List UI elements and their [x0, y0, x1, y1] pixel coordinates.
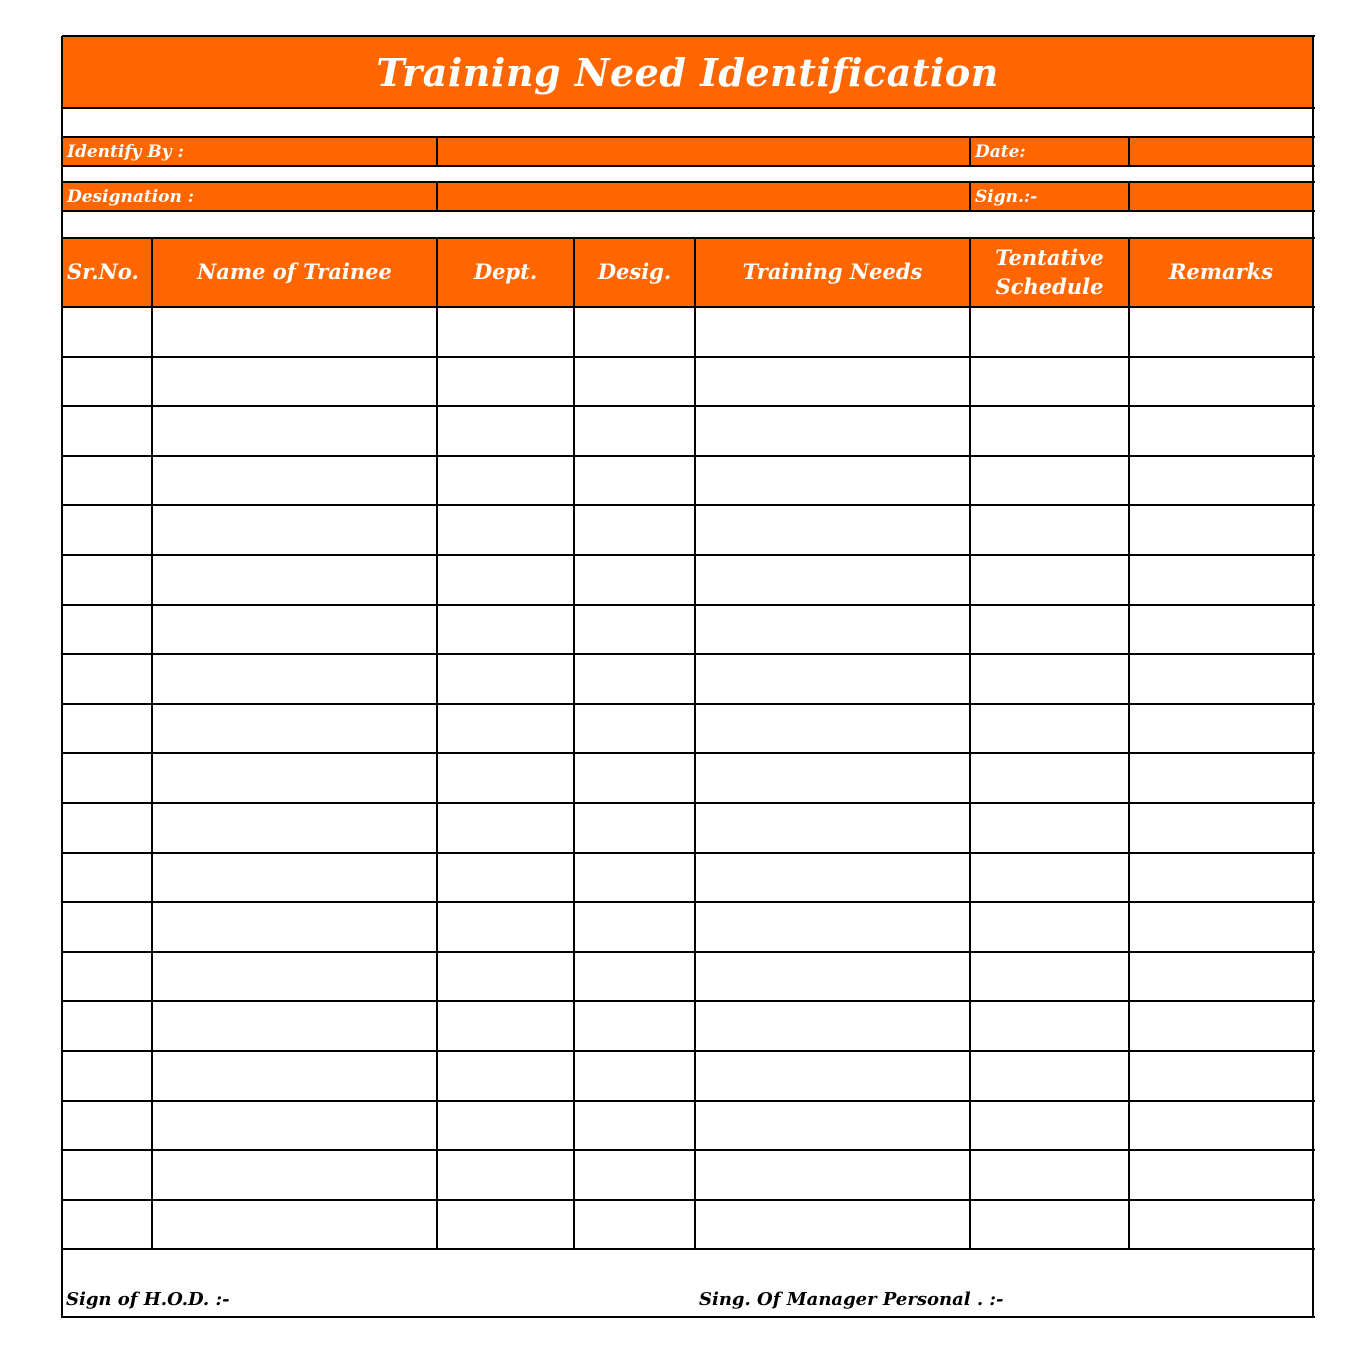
- cell-tentative-schedule[interactable]: [970, 902, 1129, 952]
- cell-remarks[interactable]: [1129, 357, 1313, 407]
- cell-remarks[interactable]: [1129, 654, 1313, 704]
- cell-remarks[interactable]: [1129, 1101, 1313, 1151]
- cell-remarks[interactable]: [1129, 704, 1313, 754]
- cell-dept[interactable]: [437, 1200, 574, 1250]
- cell-training-needs[interactable]: [695, 1001, 970, 1051]
- cell-tentative-schedule[interactable]: [970, 555, 1129, 605]
- cell-tentative-schedule[interactable]: [970, 1001, 1129, 1051]
- cell-remarks[interactable]: [1129, 456, 1313, 506]
- cell-desig[interactable]: [574, 1101, 695, 1151]
- cell-training-needs[interactable]: [695, 1101, 970, 1151]
- grid-vline: [1128, 182, 1130, 212]
- cell-sr-no[interactable]: [62, 1051, 152, 1101]
- cell-name-of-trainee[interactable]: [152, 952, 437, 1002]
- cell-remarks[interactable]: [1129, 803, 1313, 853]
- cell-sr-no[interactable]: [62, 456, 152, 506]
- cell-training-needs[interactable]: [695, 902, 970, 952]
- sign-field[interactable]: [1129, 182, 1313, 211]
- cell-remarks[interactable]: [1129, 505, 1313, 555]
- cell-tentative-schedule[interactable]: [970, 357, 1129, 407]
- sign-label-cell: [970, 182, 1129, 211]
- grid-vline: [969, 137, 971, 167]
- identify-by-label-cell: [62, 137, 437, 166]
- cell-name-of-trainee[interactable]: [152, 1101, 437, 1151]
- cell-desig[interactable]: [574, 803, 695, 853]
- identify-by-label: Identify By :: [67, 141, 184, 162]
- designation-label-cell: [62, 182, 437, 211]
- cell-training-needs[interactable]: [695, 605, 970, 655]
- cell-name-of-trainee[interactable]: [152, 406, 437, 456]
- cell-training-needs[interactable]: [695, 1200, 970, 1250]
- cell-remarks[interactable]: [1129, 902, 1313, 952]
- grid-vline: [573, 238, 575, 1250]
- cell-desig[interactable]: [574, 902, 695, 952]
- grid-vline: [1128, 137, 1130, 167]
- cell-sr-no[interactable]: [62, 902, 152, 952]
- cell-sr-no[interactable]: [62, 753, 152, 803]
- grid-vline: [1128, 238, 1130, 1250]
- cell-name-of-trainee[interactable]: [152, 853, 437, 903]
- cell-tentative-schedule[interactable]: [970, 654, 1129, 704]
- column-header-tentative-schedule: Tentative Schedule: [995, 245, 1104, 299]
- cell-training-needs[interactable]: [695, 803, 970, 853]
- form-title-banner: [62, 36, 1313, 108]
- cell-tentative-schedule[interactable]: [970, 952, 1129, 1002]
- cell-remarks[interactable]: [1129, 753, 1313, 803]
- grid-hline: [62, 107, 1315, 109]
- cell-training-needs[interactable]: [695, 307, 970, 357]
- cell-name-of-trainee[interactable]: [152, 1150, 437, 1200]
- cell-sr-no[interactable]: [62, 357, 152, 407]
- cell-desig[interactable]: [574, 853, 695, 903]
- cell-training-needs[interactable]: [695, 753, 970, 803]
- cell-sr-no[interactable]: [62, 555, 152, 605]
- cell-remarks[interactable]: [1129, 952, 1313, 1002]
- cell-remarks[interactable]: [1129, 307, 1313, 357]
- grid-vline: [436, 182, 438, 212]
- cell-dept[interactable]: [437, 555, 574, 605]
- cell-name-of-trainee[interactable]: [152, 456, 437, 506]
- cell-tentative-schedule[interactable]: [970, 1051, 1129, 1101]
- cell-desig[interactable]: [574, 1001, 695, 1051]
- cell-desig[interactable]: [574, 753, 695, 803]
- cell-name-of-trainee[interactable]: [152, 357, 437, 407]
- sign-label: Sign.:-: [975, 186, 1038, 207]
- cell-name-of-trainee[interactable]: [152, 555, 437, 605]
- cell-name-of-trainee[interactable]: [152, 704, 437, 754]
- cell-dept[interactable]: [437, 357, 574, 407]
- cell-sr-no[interactable]: [62, 1150, 152, 1200]
- cell-remarks[interactable]: [1129, 1150, 1313, 1200]
- cell-dept[interactable]: [437, 654, 574, 704]
- cell-sr-no[interactable]: [62, 853, 152, 903]
- column-header-sr-no: Sr.No.: [67, 259, 139, 285]
- cell-tentative-schedule[interactable]: [970, 505, 1129, 555]
- date-label: Date:: [975, 141, 1026, 162]
- date-field[interactable]: [1129, 137, 1313, 166]
- cell-sr-no[interactable]: [62, 654, 152, 704]
- cell-dept[interactable]: [437, 1150, 574, 1200]
- cell-tentative-schedule[interactable]: [970, 704, 1129, 754]
- cell-training-needs[interactable]: [695, 555, 970, 605]
- outer-right-border: [1312, 36, 1314, 1318]
- cell-desig[interactable]: [574, 505, 695, 555]
- cell-desig[interactable]: [574, 1150, 695, 1200]
- cell-tentative-schedule[interactable]: [970, 307, 1129, 357]
- cell-dept[interactable]: [437, 307, 574, 357]
- cell-sr-no[interactable]: [62, 704, 152, 754]
- cell-dept[interactable]: [437, 853, 574, 903]
- cell-sr-no[interactable]: [62, 406, 152, 456]
- cell-sr-no[interactable]: [62, 307, 152, 357]
- cell-training-needs[interactable]: [695, 952, 970, 1002]
- column-header-dept: Dept.: [473, 259, 538, 285]
- cell-desig[interactable]: [574, 605, 695, 655]
- cell-desig[interactable]: [574, 357, 695, 407]
- cell-name-of-trainee[interactable]: [152, 1001, 437, 1051]
- cell-tentative-schedule[interactable]: [970, 853, 1129, 903]
- cell-training-needs[interactable]: [695, 456, 970, 506]
- date-label-cell: [970, 137, 1129, 166]
- cell-name-of-trainee[interactable]: [152, 1051, 437, 1101]
- cell-sr-no[interactable]: [62, 803, 152, 853]
- cell-dept[interactable]: [437, 406, 574, 456]
- column-header-desig: Desig.: [597, 259, 672, 285]
- cell-name-of-trainee[interactable]: [152, 1200, 437, 1250]
- cell-name-of-trainee[interactable]: [152, 505, 437, 555]
- cell-remarks[interactable]: [1129, 1001, 1313, 1051]
- grid-vline: [969, 238, 971, 1250]
- cell-training-needs[interactable]: [695, 1150, 970, 1200]
- outer-bottom-border: [62, 1316, 1315, 1318]
- cell-tentative-schedule[interactable]: [970, 753, 1129, 803]
- cell-dept[interactable]: [437, 1001, 574, 1051]
- hod-sign-label: Sign of H.O.D. :-: [66, 1289, 230, 1310]
- cell-dept[interactable]: [437, 1101, 574, 1151]
- cell-training-needs[interactable]: [695, 853, 970, 903]
- cell-tentative-schedule[interactable]: [970, 456, 1129, 506]
- cell-desig[interactable]: [574, 456, 695, 506]
- cell-remarks[interactable]: [1129, 1200, 1313, 1250]
- cell-name-of-trainee[interactable]: [152, 902, 437, 952]
- cell-dept[interactable]: [437, 505, 574, 555]
- grid-vline: [969, 182, 971, 212]
- cell-desig[interactable]: [574, 704, 695, 754]
- cell-remarks[interactable]: [1129, 555, 1313, 605]
- cell-dept[interactable]: [437, 1051, 574, 1101]
- cell-desig[interactable]: [574, 1051, 695, 1101]
- cell-sr-no[interactable]: [62, 1001, 152, 1051]
- cell-sr-no[interactable]: [62, 1101, 152, 1151]
- grid-vline: [151, 238, 153, 1250]
- cell-name-of-trainee[interactable]: [152, 654, 437, 704]
- grid-vline: [436, 238, 438, 1250]
- cell-desig[interactable]: [574, 1200, 695, 1250]
- cell-dept[interactable]: [437, 704, 574, 754]
- cell-desig[interactable]: [574, 555, 695, 605]
- column-header-training-needs: Training Needs: [742, 259, 923, 285]
- cell-sr-no[interactable]: [62, 952, 152, 1002]
- cell-tentative-schedule[interactable]: [970, 605, 1129, 655]
- cell-remarks[interactable]: [1129, 406, 1313, 456]
- cell-dept[interactable]: [437, 902, 574, 952]
- cell-training-needs[interactable]: [695, 654, 970, 704]
- outer-top-border: [62, 35, 1315, 37]
- cell-name-of-trainee[interactable]: [152, 753, 437, 803]
- designation-field[interactable]: [437, 182, 970, 211]
- designation-label: Designation :: [67, 186, 195, 207]
- cell-desig[interactable]: [574, 406, 695, 456]
- cell-desig[interactable]: [574, 307, 695, 357]
- cell-remarks[interactable]: [1129, 853, 1313, 903]
- cell-tentative-schedule[interactable]: [970, 1150, 1129, 1200]
- cell-training-needs[interactable]: [695, 704, 970, 754]
- cell-training-needs[interactable]: [695, 1051, 970, 1101]
- cell-tentative-schedule[interactable]: [970, 1101, 1129, 1151]
- cell-name-of-trainee[interactable]: [152, 803, 437, 853]
- cell-dept[interactable]: [437, 605, 574, 655]
- cell-tentative-schedule[interactable]: [970, 1200, 1129, 1250]
- cell-remarks[interactable]: [1129, 605, 1313, 655]
- identify-by-field[interactable]: [437, 137, 970, 166]
- cell-dept[interactable]: [437, 803, 574, 853]
- grid-vline: [436, 137, 438, 167]
- form-title: Training Need Identification: [376, 49, 999, 95]
- cell-sr-no[interactable]: [62, 605, 152, 655]
- outer-left-border: [61, 36, 63, 1318]
- cell-name-of-trainee[interactable]: [152, 605, 437, 655]
- cell-training-needs[interactable]: [695, 406, 970, 456]
- cell-tentative-schedule[interactable]: [970, 406, 1129, 456]
- cell-desig[interactable]: [574, 952, 695, 1002]
- cell-training-needs[interactable]: [695, 357, 970, 407]
- cell-remarks[interactable]: [1129, 1051, 1313, 1101]
- cell-name-of-trainee[interactable]: [152, 307, 437, 357]
- grid-vline: [694, 238, 696, 1250]
- column-header-remarks: Remarks: [1168, 259, 1274, 285]
- cell-tentative-schedule[interactable]: [970, 803, 1129, 853]
- cell-sr-no[interactable]: [62, 505, 152, 555]
- manager-sign-label: Sing. Of Manager Personal . :-: [699, 1289, 1004, 1310]
- cell-dept[interactable]: [437, 456, 574, 506]
- cell-training-needs[interactable]: [695, 505, 970, 555]
- cell-desig[interactable]: [574, 654, 695, 704]
- column-header-name-of-trainee: Name of Trainee: [197, 259, 392, 285]
- cell-dept[interactable]: [437, 753, 574, 803]
- cell-sr-no[interactable]: [62, 1200, 152, 1250]
- cell-dept[interactable]: [437, 952, 574, 1002]
